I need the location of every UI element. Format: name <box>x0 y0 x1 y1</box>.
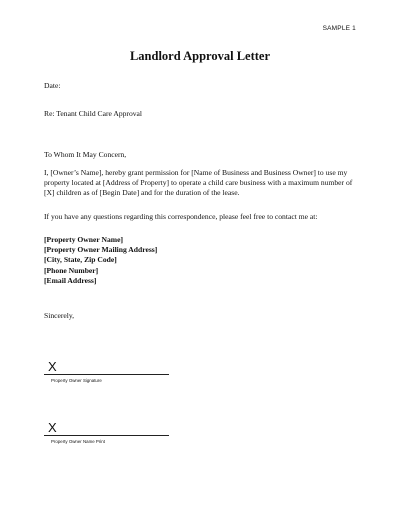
signature-x-mark: X <box>48 359 57 374</box>
signature-line[interactable] <box>44 374 169 375</box>
signature-caption: Property Owner Signature <box>51 378 102 383</box>
name-print-line[interactable] <box>44 435 169 436</box>
salutation: To Whom It May Concern, <box>44 150 127 159</box>
letter-title: Landlord Approval Letter <box>129 49 271 63</box>
owner-name-field: [Property Owner Name] <box>44 235 124 244</box>
name-print-block <box>44 421 169 444</box>
city-state-zip-field: [City, State, Zip Code] <box>44 255 117 265</box>
contact-line: If you have any questions regarding this correspondence, please feel free to contact me at: <box>44 212 318 221</box>
contact-fields <box>44 235 157 286</box>
body-line: I, [Owner’s Name], hereby grant permission for [Name of Business and Business Owner] to use my <box>44 168 348 177</box>
body-paragraph <box>44 168 364 199</box>
sample-label: SAMPLE 1 <box>322 25 356 32</box>
signature-block <box>44 360 169 383</box>
re-line: Re: Tenant Child Care Approval <box>44 109 143 118</box>
phone-field: [Phone Number] <box>44 265 99 275</box>
date-label: Date: <box>44 81 61 90</box>
closing: Sincerely, <box>44 311 75 320</box>
name-print-caption: Property Owner Name Print <box>51 439 105 444</box>
name-print-x-mark: X <box>48 420 57 435</box>
body-line: [X] children as of [Begin Date] and for the duration of the lease. <box>44 188 240 198</box>
body-line: property located at [Address of Property] to operate a child care business with a maximum number of <box>44 178 353 188</box>
email-field: [Email Address] <box>44 275 97 285</box>
owner-address-field: [Property Owner Mailing Address] <box>44 245 158 255</box>
